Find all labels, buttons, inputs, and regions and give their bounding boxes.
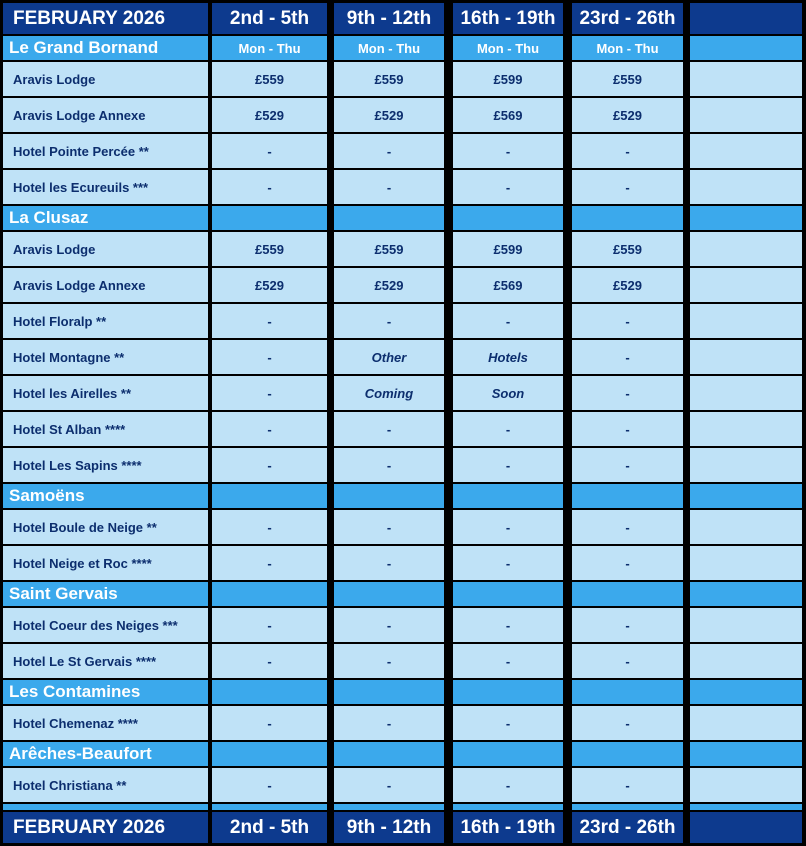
price-cell: - xyxy=(212,448,327,482)
price-cell xyxy=(690,268,802,302)
availability-note: Coming xyxy=(334,376,444,410)
price-cell xyxy=(690,376,802,410)
price-cell: £529 xyxy=(212,98,327,132)
footer-week-2: 9th - 12th xyxy=(334,812,444,843)
availability-note: Soon xyxy=(453,376,563,410)
section-band-cell xyxy=(212,484,327,508)
price-cell: - xyxy=(453,644,563,678)
price-cell: £529 xyxy=(212,268,327,302)
day-range-label: Mon - Thu xyxy=(572,36,683,60)
price-cell xyxy=(690,232,802,266)
header-week-5 xyxy=(690,3,802,34)
price-cell: - xyxy=(212,546,327,580)
price-cell: - xyxy=(572,644,683,678)
hotel-name: Hotel Les Sapins **** xyxy=(3,448,208,482)
price-cell: £529 xyxy=(334,268,444,302)
section-name: Les Contamines xyxy=(3,680,208,704)
price-cell: - xyxy=(334,608,444,642)
price-cell: - xyxy=(212,608,327,642)
day-range-label: Mon - Thu xyxy=(334,36,444,60)
spacer-band xyxy=(212,804,327,810)
footer-week-3: 16th - 19th xyxy=(453,812,563,843)
price-cell xyxy=(690,170,802,204)
hotel-name: Hotel Le St Gervais **** xyxy=(3,644,208,678)
price-cell: - xyxy=(572,412,683,446)
price-cell: - xyxy=(572,170,683,204)
price-cell: - xyxy=(572,706,683,740)
price-cell xyxy=(690,412,802,446)
price-cell: - xyxy=(334,448,444,482)
price-cell xyxy=(690,510,802,544)
section-band-cell xyxy=(334,680,444,704)
price-cell: - xyxy=(212,170,327,204)
price-cell: - xyxy=(212,134,327,168)
price-cell: £529 xyxy=(572,98,683,132)
price-cell xyxy=(690,768,802,802)
header-week-3: 16th - 19th xyxy=(453,3,563,34)
section-name: Samoëns xyxy=(3,484,208,508)
price-cell xyxy=(690,98,802,132)
footer-week-1: 2nd - 5th xyxy=(212,812,327,843)
hotel-name: Hotel Montagne ** xyxy=(3,340,208,374)
price-cell xyxy=(690,134,802,168)
price-cell xyxy=(690,608,802,642)
day-range-label: Mon - Thu xyxy=(212,36,327,60)
section-band-cell xyxy=(572,742,683,766)
section-band-cell xyxy=(690,36,802,60)
section-name: Le Grand Bornand xyxy=(3,36,208,60)
price-cell: - xyxy=(334,170,444,204)
price-cell: - xyxy=(453,510,563,544)
hotel-name: Aravis Lodge xyxy=(3,232,208,266)
price-cell: - xyxy=(212,412,327,446)
price-cell xyxy=(690,304,802,338)
section-band-cell xyxy=(334,206,444,230)
hotel-name: Hotel Boule de Neige ** xyxy=(3,510,208,544)
section-band-cell xyxy=(453,582,563,606)
hotel-name: Hotel Chemenaz **** xyxy=(3,706,208,740)
section-band-cell xyxy=(453,680,563,704)
price-cell: £559 xyxy=(572,232,683,266)
price-cell: - xyxy=(572,768,683,802)
section-band-cell xyxy=(572,680,683,704)
price-cell: - xyxy=(453,134,563,168)
price-cell xyxy=(690,62,802,96)
hotel-name: Aravis Lodge Annexe xyxy=(3,98,208,132)
section-band-cell xyxy=(453,206,563,230)
section-name: Arêches-Beaufort xyxy=(3,742,208,766)
price-cell: - xyxy=(334,412,444,446)
price-cell: - xyxy=(572,448,683,482)
hotel-name: Hotel Pointe Percée ** xyxy=(3,134,208,168)
price-cell: £599 xyxy=(453,62,563,96)
price-cell: £569 xyxy=(453,268,563,302)
section-name: Saint Gervais xyxy=(3,582,208,606)
price-cell xyxy=(690,644,802,678)
section-band-cell xyxy=(212,206,327,230)
hotel-name: Aravis Lodge xyxy=(3,62,208,96)
hotel-name: Hotel Christiana ** xyxy=(3,768,208,802)
day-range-label: Mon - Thu xyxy=(453,36,563,60)
price-cell xyxy=(690,706,802,740)
spacer-band xyxy=(3,804,208,810)
hotel-name: Hotel Neige et Roc **** xyxy=(3,546,208,580)
spacer-band xyxy=(690,804,802,810)
price-cell: - xyxy=(572,608,683,642)
spacer-band xyxy=(572,804,683,810)
section-band-cell xyxy=(690,582,802,606)
hotel-name: Aravis Lodge Annexe xyxy=(3,268,208,302)
price-cell: - xyxy=(212,706,327,740)
price-cell xyxy=(690,448,802,482)
hotel-name: Hotel les Ecureuils *** xyxy=(3,170,208,204)
price-cell: - xyxy=(453,412,563,446)
section-band-cell xyxy=(212,680,327,704)
price-cell: £599 xyxy=(453,232,563,266)
section-band-cell xyxy=(453,742,563,766)
price-cell: - xyxy=(212,340,327,374)
price-cell: - xyxy=(453,546,563,580)
section-band-cell xyxy=(334,582,444,606)
price-cell: - xyxy=(334,706,444,740)
price-cell: - xyxy=(212,510,327,544)
spacer-band xyxy=(453,804,563,810)
price-cell: - xyxy=(212,376,327,410)
price-cell: - xyxy=(212,304,327,338)
section-band-cell xyxy=(690,484,802,508)
price-cell: - xyxy=(453,304,563,338)
section-band-cell xyxy=(572,582,683,606)
price-cell: - xyxy=(572,510,683,544)
price-cell: - xyxy=(572,304,683,338)
price-cell: £559 xyxy=(334,232,444,266)
section-band-cell xyxy=(212,582,327,606)
price-cell: £559 xyxy=(572,62,683,96)
footer-title: FEBRUARY 2026 xyxy=(3,812,208,843)
header-week-1: 2nd - 5th xyxy=(212,3,327,34)
section-band-cell xyxy=(690,680,802,704)
price-cell: £569 xyxy=(453,98,563,132)
price-cell: £559 xyxy=(334,62,444,96)
hotel-name: Hotel St Alban **** xyxy=(3,412,208,446)
section-band-cell xyxy=(690,742,802,766)
hotel-name: Hotel Coeur des Neiges *** xyxy=(3,608,208,642)
hotel-name: Hotel les Airelles ** xyxy=(3,376,208,410)
section-name: La Clusaz xyxy=(3,206,208,230)
hotel-name: Hotel Floralp ** xyxy=(3,304,208,338)
price-cell: £529 xyxy=(572,268,683,302)
section-band-cell xyxy=(212,742,327,766)
price-cell: £529 xyxy=(334,98,444,132)
section-band-cell xyxy=(690,206,802,230)
price-cell: - xyxy=(453,448,563,482)
section-band-cell xyxy=(572,206,683,230)
price-cell: - xyxy=(334,510,444,544)
header-week-4: 23rd - 26th xyxy=(572,3,683,34)
price-cell: - xyxy=(572,134,683,168)
price-cell: - xyxy=(334,546,444,580)
price-cell: - xyxy=(212,768,327,802)
price-cell: - xyxy=(453,768,563,802)
price-cell: £559 xyxy=(212,232,327,266)
price-cell: - xyxy=(334,768,444,802)
section-band-cell xyxy=(572,484,683,508)
footer-week-4: 23rd - 26th xyxy=(572,812,683,843)
price-cell: - xyxy=(453,170,563,204)
price-cell xyxy=(690,340,802,374)
availability-note: Hotels xyxy=(453,340,563,374)
price-cell xyxy=(690,546,802,580)
price-cell: - xyxy=(572,340,683,374)
price-cell: - xyxy=(572,376,683,410)
availability-note: Other xyxy=(334,340,444,374)
price-cell: - xyxy=(334,304,444,338)
footer-week-5 xyxy=(690,812,802,843)
price-cell: - xyxy=(212,644,327,678)
price-cell: - xyxy=(572,546,683,580)
spacer-band xyxy=(334,804,444,810)
section-band-cell xyxy=(334,742,444,766)
price-cell: - xyxy=(453,706,563,740)
price-cell: £559 xyxy=(212,62,327,96)
price-cell: - xyxy=(453,608,563,642)
section-band-cell xyxy=(453,484,563,508)
header-week-2: 9th - 12th xyxy=(334,3,444,34)
header-title: FEBRUARY 2026 xyxy=(3,3,208,34)
price-cell: - xyxy=(334,644,444,678)
price-cell: - xyxy=(334,134,444,168)
section-band-cell xyxy=(334,484,444,508)
